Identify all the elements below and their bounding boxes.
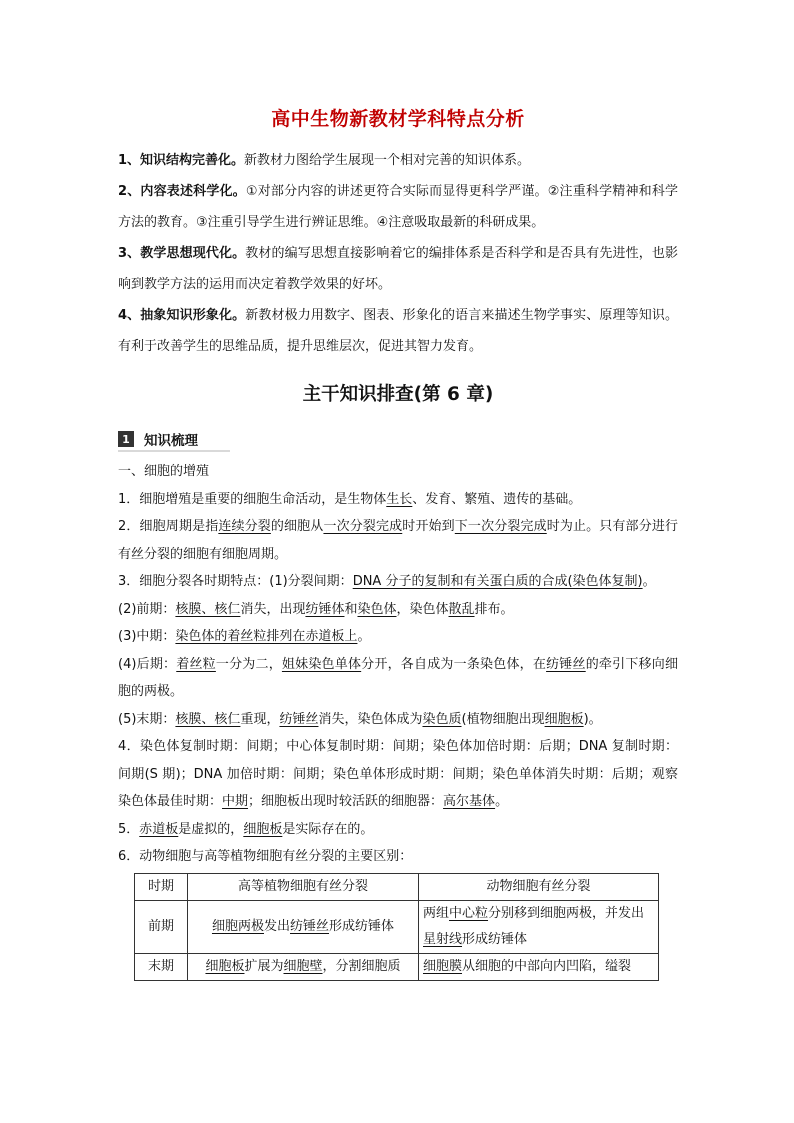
section-header [118, 428, 230, 452]
intro-text: 新教材极力用数字、图表、形象化的语言来描述生物学事实、原理等知识。有利于改善学生的思维品质，提升思维层次，促进其智力发育。 [118, 308, 678, 354]
text: )。 [583, 711, 602, 727]
intro-text: 教材的编写思想直接影响着它的编排体系是否科学和是否具有先进性，也影响到教学方法的运用而决定着教学效果的好坏。 [118, 246, 678, 292]
text: (5)末期： [118, 711, 176, 727]
text: 。 [642, 574, 656, 589]
item-6: 6．动物细胞与高等植物细胞有丝分裂的主要区别： [118, 849, 413, 864]
blank-answer: 细胞膜 [423, 958, 463, 974]
table-cell-animal [419, 900, 659, 953]
section-label: 知识梳理 [144, 433, 198, 449]
chapter-title: 主干知识排查(第 6 章) [302, 384, 494, 405]
blank-answer: 细胞板 [205, 958, 245, 974]
text: 消失，出现 [240, 601, 306, 617]
blank-answer: 细胞两极 [211, 918, 264, 934]
text: 。 [495, 794, 509, 809]
text: 重现， [240, 711, 280, 727]
blank-answer: 姐妹染色单体 [281, 656, 362, 672]
table-header: 动物细胞有丝分裂 [419, 873, 659, 900]
table-row [135, 953, 659, 980]
text: 5． [118, 821, 140, 837]
text: 3．细胞分裂各时期特点：(1)分裂间期： [118, 574, 353, 589]
text: 时开始到 [402, 519, 455, 534]
item-1 [118, 486, 678, 514]
text: 4．染色体复制时期：间期；中心体复制时期：间期；染色体加倍时期：后期；DNA 复制时期：间期(S 期)；DNA 加倍时期：间期；染色单体形成时期：间期；染色单体消失时期：后期；观察染色体最佳时期： [118, 739, 678, 809]
blank-answer: 散乱 [448, 601, 475, 617]
text: 是实际存在的。 [282, 821, 374, 837]
intro-head: 2、内容表述科学化。 [118, 184, 246, 199]
table-header: 时期 [135, 873, 188, 900]
item-metaphase [118, 623, 678, 651]
table-cell-period: 前期 [135, 900, 188, 953]
intro-head: 4、抽象知识形象化。 [118, 308, 246, 323]
table-row [135, 900, 659, 953]
blank-answer: 星射线 [423, 931, 463, 947]
text: ；细胞板出现时较活跃的细胞器： [248, 794, 444, 809]
text: 发出 [263, 918, 290, 934]
subsection-title: 一、细胞的增殖 [118, 464, 210, 479]
text: 是虚拟的， [178, 821, 244, 837]
text: 1．细胞增殖是重要的细胞生命活动，是生物体 [118, 491, 387, 507]
text: 、发育、繁殖、遗传的基础。 [412, 491, 582, 507]
intro-text: 新教材力图给学生展现一个相对完善的知识体系。 [244, 153, 531, 168]
blank-answer: 染色体的着丝粒排列在赤道板上 [175, 629, 358, 644]
item-prophase [118, 596, 678, 624]
section-number-badge: 1 [118, 431, 134, 447]
intro-paragraph-1 [118, 145, 678, 176]
mitosis-comparison-table [134, 873, 659, 981]
blank-answer: 染色体 [357, 601, 397, 617]
text: 从细胞的中部向内凹陷，缢裂 [462, 958, 632, 974]
blank-answer: 生长 [386, 491, 413, 507]
intro-paragraph-3 [118, 238, 678, 300]
text: 一分为二， [215, 656, 282, 672]
table-cell-period: 末期 [135, 953, 188, 980]
text: (2)前期： [118, 601, 176, 617]
text: 两组 [423, 905, 450, 921]
text: 排布。 [474, 601, 514, 617]
intro-text: ①对部分内容的讲述更符合实际而显得更科学严谨。②注重科学精神和科学方法的教育。③注重引导学生进行辨证思维。④注意吸取最新的科研成果。 [118, 184, 679, 230]
item-4 [118, 733, 678, 816]
item-telophase [118, 706, 678, 734]
blank-answer: 赤道板 [139, 821, 179, 837]
page-content [118, 100, 678, 981]
blank-answer: 核膜、核仁 [175, 711, 241, 727]
text: 形成纺锤体 [462, 931, 528, 947]
blank-answer: 下一次分裂完成 [454, 519, 547, 534]
text: 2．细胞周期是指 [118, 519, 219, 534]
blank-answer: DNA 分子的复制和有关蛋白质的合成(染色体复制) [352, 574, 643, 589]
item-3 [118, 568, 678, 596]
table-header: 高等植物细胞有丝分裂 [188, 873, 419, 900]
blank-answer: 连续分裂 [218, 519, 271, 534]
blank-answer: 着丝粒 [176, 656, 216, 672]
text: (植物细胞出现 [461, 711, 545, 727]
text: 的牵引下移向细胞的两极。 [118, 656, 678, 699]
intro-head: 3、教学思想现代化。 [118, 246, 246, 261]
blank-answer: 中期 [222, 794, 249, 809]
text: (4)后期： [118, 656, 177, 672]
text: 扩展为 [244, 958, 284, 974]
item-5 [118, 816, 678, 844]
text: 分开，各自成为一条染色体，在 [361, 656, 547, 672]
text: 消失，染色体成为 [318, 711, 423, 727]
intro-paragraph-4 [118, 300, 678, 362]
table-cell-plant [188, 900, 419, 953]
text: 时为止。只有部分进行有丝分裂的细胞有细胞周期。 [118, 519, 678, 562]
blank-answer: 纺锤丝 [279, 711, 319, 727]
blank-answer: 纺锤丝 [290, 918, 330, 934]
blank-answer: 纺锤丝 [546, 656, 586, 672]
text: (3)中期： [118, 629, 176, 644]
text: 形成纺锤体 [329, 918, 395, 934]
intro-paragraph-2 [118, 176, 678, 238]
table-cell-animal [419, 953, 659, 980]
blank-answer: 纺锤体 [305, 601, 345, 617]
blank-answer: 核膜、核仁 [175, 601, 241, 617]
blank-answer: 一次分裂完成 [323, 519, 403, 534]
text: ，染色体 [396, 601, 449, 617]
page-title: 高中生物新教材学科特点分析 [271, 108, 525, 130]
text: 的细胞从 [270, 519, 324, 534]
blank-answer: 染色质 [422, 711, 462, 727]
item-2 [118, 513, 678, 568]
blank-answer: 细胞壁 [283, 958, 323, 974]
blank-answer: 细胞板 [544, 711, 584, 727]
table-header-row [135, 873, 659, 900]
text: 。 [357, 629, 371, 644]
text: 分别移到细胞两极，并发出 [488, 905, 645, 921]
blank-answer: 中心粒 [449, 905, 489, 921]
blank-answer: 细胞板 [243, 821, 283, 837]
blank-answer: 高尔基体 [443, 794, 496, 809]
text: 和 [344, 601, 358, 617]
intro-head: 1、知识结构完善化。 [118, 153, 245, 168]
table-cell-plant [188, 953, 419, 980]
item-anaphase [118, 651, 678, 706]
text: ，分割细胞质 [322, 958, 401, 974]
